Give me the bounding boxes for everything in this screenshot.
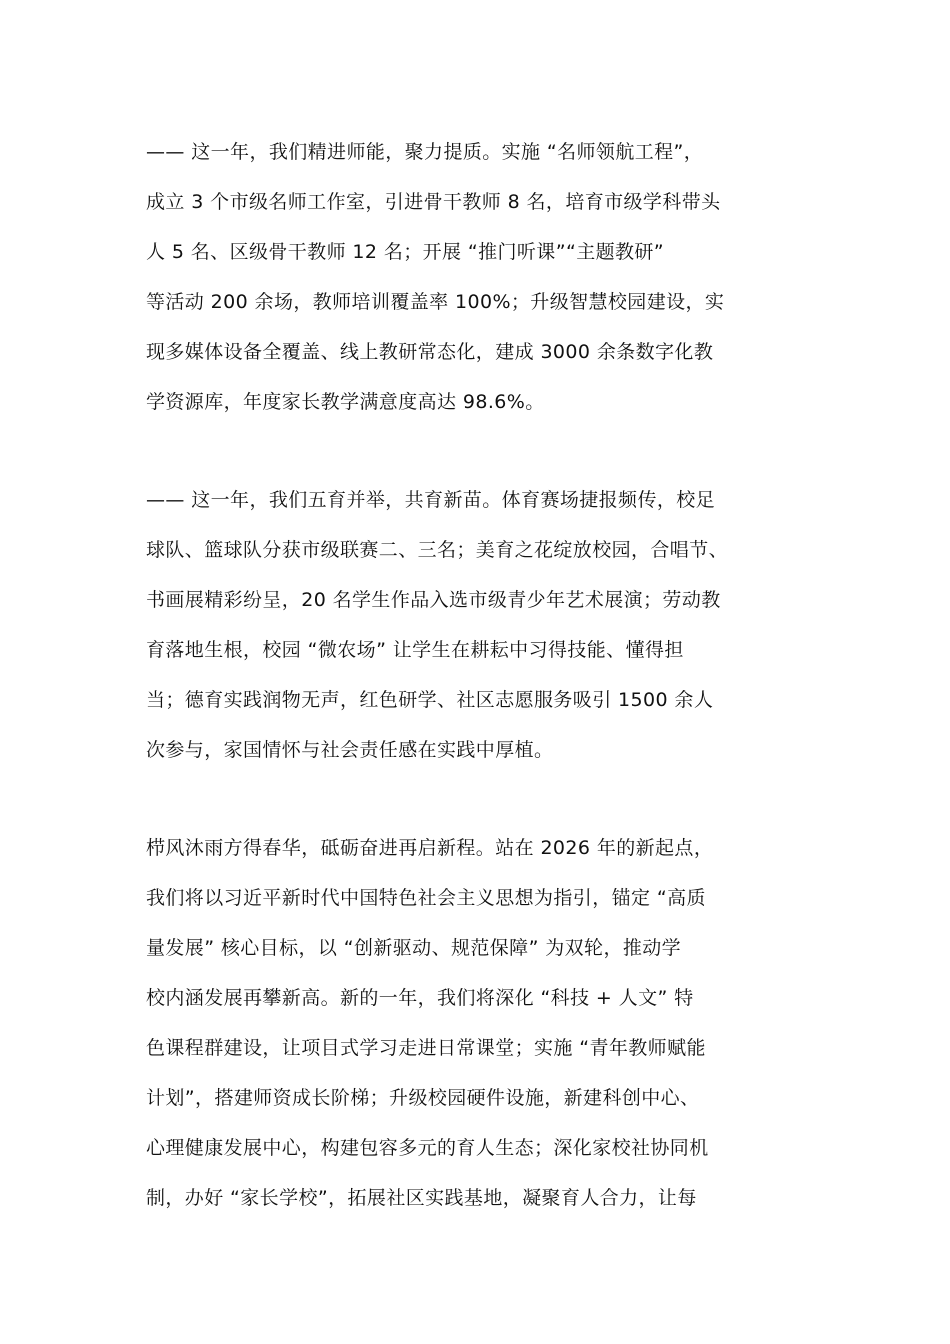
text-line: —— 这一年，我们五育并举，共育新苗。体育赛场捷报频传，校足 — [146, 489, 716, 511]
paragraph-new-year-plan — [146, 823, 826, 1223]
text-line: 量发展” 核心目标，以 “创新驱动、规范保障” 为双轮，推动学 — [146, 937, 682, 959]
text-line: 育落地生根，校园 “微农场” 让学生在耕耘中习得技能、懂得担 — [146, 639, 684, 661]
text-line: 制，办好 “家长学校”，拓展社区实践基地，凝聚育人合力，让每 — [146, 1187, 697, 1209]
text-line: 计划”，搭建师资成长阶梯；升级校园硬件设施，新建科创中心、 — [146, 1087, 700, 1109]
text-line: 心理健康发展中心，构建包容多元的育人生态；深化家校社协同机 — [146, 1137, 709, 1159]
text-line: 校内涵发展再攀新高。新的一年，我们将深化 “科技 + 人文” 特 — [146, 987, 694, 1009]
text-line: 等活动 200 余场，教师培训覆盖率 100%；升级智慧校园建设，实 — [146, 291, 725, 313]
text-line: —— 这一年，我们精进师能，聚力提质。实施 “名师领航工程”， — [146, 141, 704, 163]
text-line: 学资源库，年度家长教学满意度高达 98.6%。 — [146, 391, 545, 413]
text-line: 现多媒体设备全覆盖、线上教研常态化，建成 3000 余条数字化教 — [146, 341, 714, 363]
text-line: 栉风沐雨方得春华，砥砺奋进再启新程。站在 2026 年的新起点， — [146, 837, 714, 859]
paragraph-five-education — [146, 475, 826, 775]
text-line: 色课程群建设，让项目式学习走进日常课堂；实施 “青年教师赋能 — [146, 1037, 706, 1059]
text-line: 成立 3 个市级名师工作室，引进骨干教师 8 名，培育市级学科带头 — [146, 191, 721, 213]
text-line: 我们将以习近平新时代中国特色社会主义思想为指引，锚定 “高质 — [146, 887, 706, 909]
text-line: 次参与，家国情怀与社会责任感在实践中厚植。 — [146, 739, 554, 761]
text-line: 球队、篮球队分获市级联赛二、三名；美育之花绽放校园，合唱节、 — [146, 539, 729, 561]
text-line: 人 5 名、区级骨干教师 12 名；开展 “推门听课”“主题教研” — [146, 241, 665, 263]
paragraph-teacher-development — [146, 127, 826, 427]
text-line: 当；德育实践润物无声，红色研学、社区志愿服务吸引 1500 余人 — [146, 689, 714, 711]
text-line: 书画展精彩纷呈，20 名学生作品入选市级青少年艺术展演；劳动教 — [146, 589, 721, 611]
